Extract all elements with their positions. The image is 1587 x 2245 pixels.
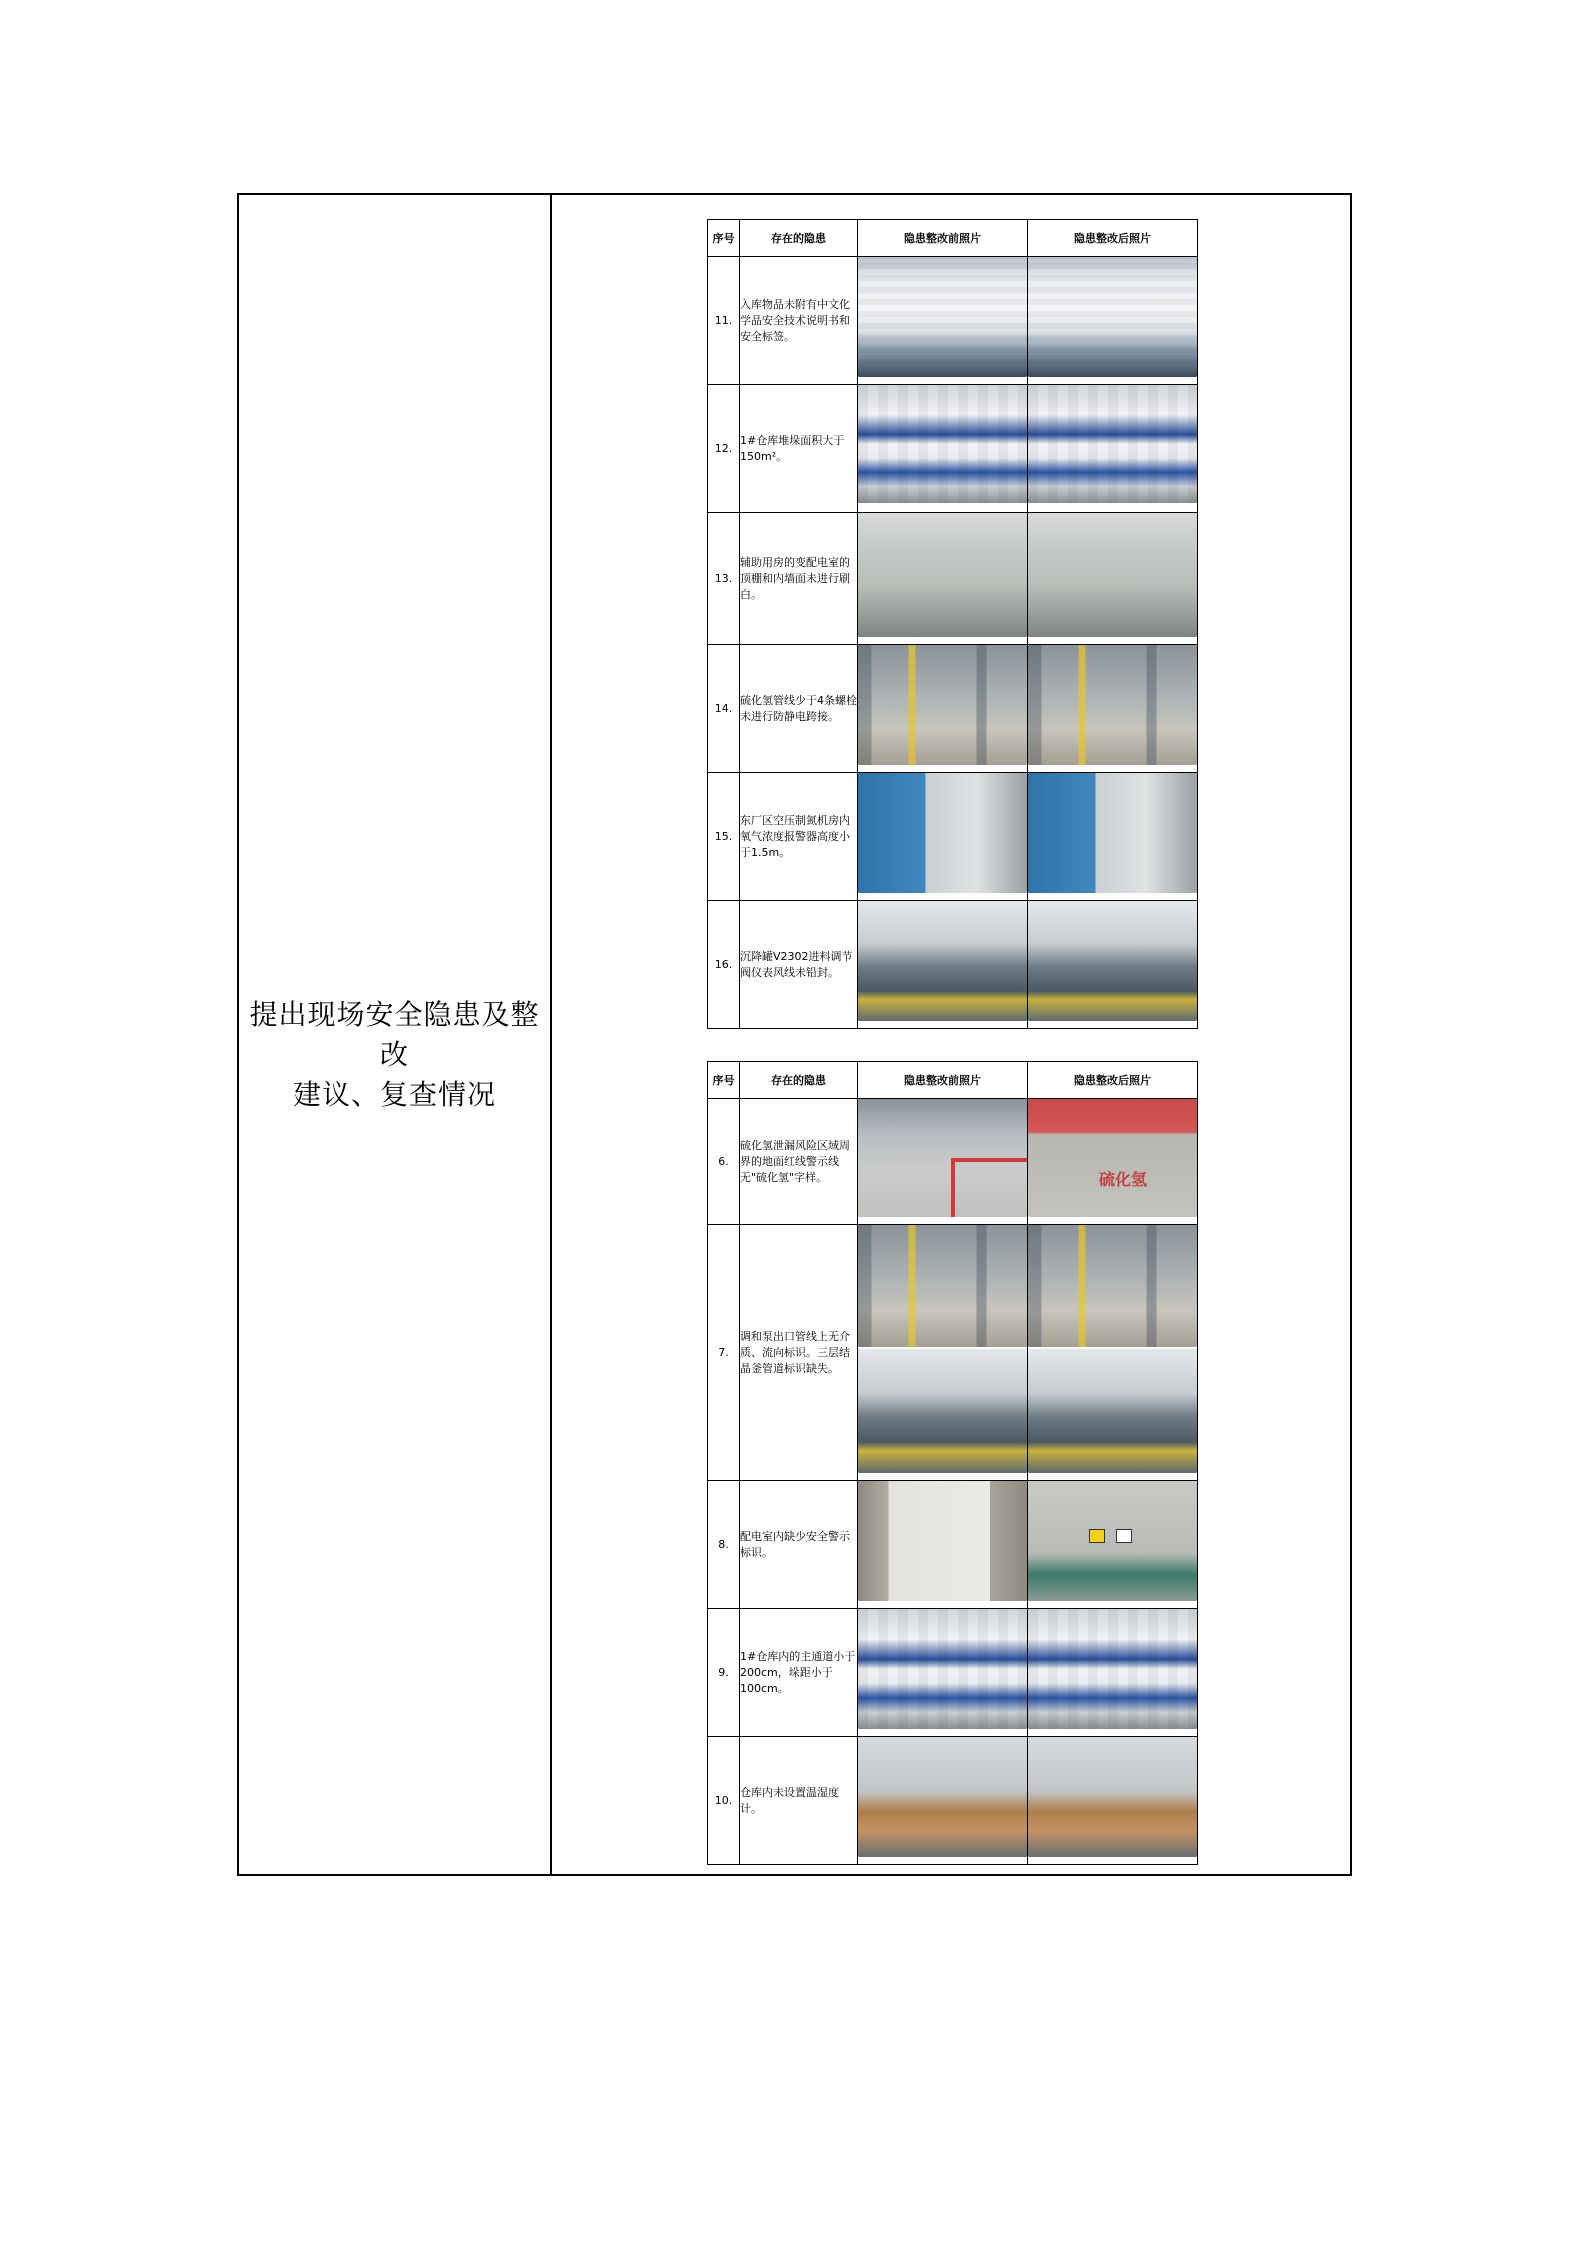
table-header-row <box>708 220 1198 257</box>
before-photo <box>858 1737 1027 1857</box>
table-row <box>708 645 1198 773</box>
table-row <box>708 1225 1198 1481</box>
after-photo <box>1028 513 1197 637</box>
after-photo <box>1028 1609 1197 1729</box>
row-number: 16. <box>708 901 740 1029</box>
before-photo <box>858 385 1027 503</box>
header-before: 隐患整改前照片 <box>858 1062 1028 1099</box>
before-photo-cell <box>858 1481 1028 1609</box>
before-photo <box>858 901 1027 1021</box>
before-photo <box>858 773 1027 893</box>
row-number: 11. <box>708 257 740 385</box>
table-row <box>708 1099 1198 1225</box>
before-photo-cell <box>858 1225 1028 1481</box>
after-photo <box>1028 901 1197 1021</box>
after-photo-cell <box>1028 1609 1198 1737</box>
header-seq: 序号 <box>708 1062 740 1099</box>
header-before: 隐患整改前照片 <box>858 220 1028 257</box>
before-photo-cell <box>858 513 1028 645</box>
header-hazard: 存在的隐患 <box>740 220 858 257</box>
hazard-description: 1#仓库堆垛面积大于150m²。 <box>740 385 858 513</box>
before-photo <box>858 1609 1027 1729</box>
before-photo <box>858 1225 1027 1347</box>
after-photo-cell <box>1028 385 1198 513</box>
header-hazard: 存在的隐患 <box>740 1062 858 1099</box>
hazard-description: 仓库内未设置温湿度计。 <box>740 1737 858 1865</box>
before-photo <box>858 257 1027 377</box>
table-row <box>708 1481 1198 1609</box>
row-number: 14. <box>708 645 740 773</box>
row-number: 7. <box>708 1225 740 1481</box>
header-after: 隐患整改后照片 <box>1028 1062 1198 1099</box>
after-photo-cell <box>1028 513 1198 645</box>
after-photo <box>1028 385 1197 503</box>
after-photo <box>1028 645 1197 765</box>
before-photo-cell <box>858 773 1028 901</box>
hazard-table-1 <box>707 219 1198 1029</box>
row-number: 9. <box>708 1609 740 1737</box>
table-header-row <box>708 1062 1198 1099</box>
hazard-description: 入库物品未附有中文化学品安全技术说明书和安全标签。 <box>740 257 858 385</box>
after-photo-cell <box>1028 901 1198 1029</box>
after-photo-cell <box>1028 257 1198 385</box>
red-warning-line <box>951 1158 1027 1162</box>
after-photo-cell <box>1028 1225 1198 1481</box>
row-number: 6. <box>708 1099 740 1225</box>
section-label <box>239 995 550 1115</box>
table-row <box>708 1609 1198 1737</box>
hazard-description: 调和泵出口管线上无介质、流向标识。三层结晶釜管道标识缺失。 <box>740 1225 858 1481</box>
section-label-line-2: 建议、复查情况 <box>292 1078 496 1111</box>
row-number: 15. <box>708 773 740 901</box>
outer-table <box>237 193 1352 1876</box>
row-number: 10. <box>708 1737 740 1865</box>
row-number: 13. <box>708 513 740 645</box>
hazard-description: 1#仓库内的主通道小于200cm，垛距小于100cm。 <box>740 1609 858 1737</box>
after-photo-cell <box>1028 1481 1198 1609</box>
after-photo <box>1028 257 1197 377</box>
before-photo <box>858 1099 1027 1217</box>
row-number: 12. <box>708 385 740 513</box>
hazard-description: 配电室内缺少安全警示标识。 <box>740 1481 858 1609</box>
before-photo-cell <box>858 257 1028 385</box>
hazard-description: 沉降罐V2302进料调节阀仪表风线未铅封。 <box>740 901 858 1029</box>
row-number: 8. <box>708 1481 740 1609</box>
after-photo-cell <box>1028 1737 1198 1865</box>
section-label-line-1: 提出现场安全隐患及整改 <box>249 998 540 1071</box>
after-photo <box>1028 773 1197 893</box>
after-photo <box>1028 1737 1197 1857</box>
header-after: 隐患整改后照片 <box>1028 220 1198 257</box>
table-row <box>708 385 1198 513</box>
table-row <box>708 1737 1198 1865</box>
floor-warning-text: 硫化氢 <box>1098 1170 1147 1190</box>
hazard-description: 硫化氢泄漏风险区域周界的地面红线警示线无"硫化氢"字样。 <box>740 1099 858 1225</box>
header-seq: 序号 <box>708 220 740 257</box>
after-photo <box>1028 1225 1197 1347</box>
before-photo-cell <box>858 1737 1028 1865</box>
before-photo <box>858 1349 1027 1473</box>
hazard-description: 辅助用房的变配电室的顶棚和内墙面未进行刷白。 <box>740 513 858 645</box>
table-row <box>708 901 1198 1029</box>
warning-sign-icon <box>1089 1529 1105 1543</box>
after-photo-cell <box>1028 645 1198 773</box>
after-photo-cell <box>1028 773 1198 901</box>
prohibition-sign-icon <box>1116 1529 1132 1543</box>
table-row <box>708 773 1198 901</box>
hazard-table-2 <box>707 1061 1198 1865</box>
hazard-description: 东厂区空压制氮机房内氧气浓度报警器高度小于1.5m。 <box>740 773 858 901</box>
after-photo <box>1028 1481 1197 1601</box>
red-warning-line <box>951 1158 955 1217</box>
table-row <box>708 513 1198 645</box>
table-row <box>708 257 1198 385</box>
before-photo <box>858 513 1027 637</box>
before-photo-cell <box>858 1099 1028 1225</box>
before-photo <box>858 1481 1027 1601</box>
label-cell <box>239 195 552 1874</box>
before-photo-cell <box>858 901 1028 1029</box>
hazard-description: 硫化氢管线少于4条螺栓未进行防静电跨接。 <box>740 645 858 773</box>
before-photo <box>858 645 1027 765</box>
after-photo <box>1028 1349 1197 1473</box>
after-photo-cell <box>1028 1099 1198 1225</box>
before-photo-cell <box>858 385 1028 513</box>
before-photo-cell <box>858 645 1028 773</box>
after-photo <box>1028 1099 1197 1217</box>
before-photo-cell <box>858 1609 1028 1737</box>
content-cell <box>552 195 1350 1874</box>
